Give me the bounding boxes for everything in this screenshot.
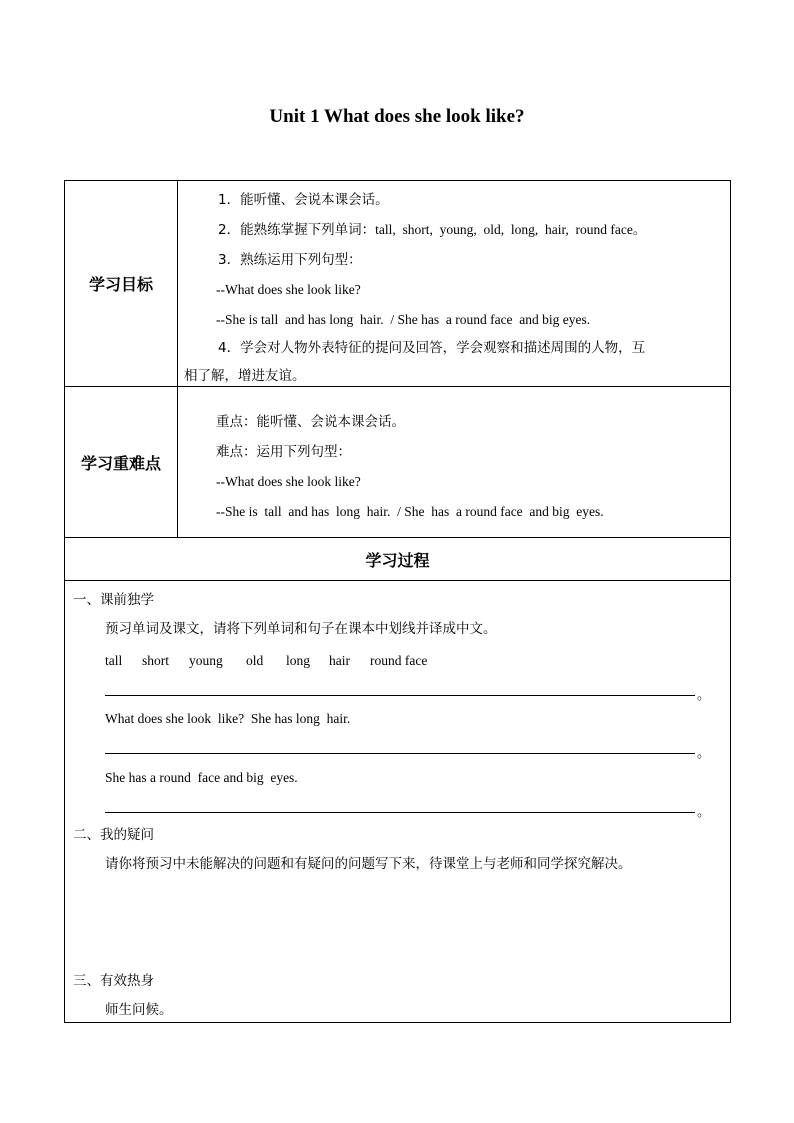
vocab-word: short bbox=[142, 653, 169, 668]
process-content-row bbox=[65, 581, 731, 1023]
vocab-word: round face bbox=[370, 653, 428, 668]
process-heading: 学习过程 bbox=[65, 538, 731, 581]
objective-item-3: 3．熟练运用下列句型： bbox=[218, 252, 362, 268]
key-point-pattern-2: --She is tall and has long hair. / She has a round face and big eyes. bbox=[216, 504, 604, 519]
vocab-word: tall bbox=[105, 653, 123, 668]
answer-blank-3[interactable] bbox=[105, 812, 695, 813]
objectives-label: 学习目标 bbox=[65, 181, 178, 387]
objectives-row bbox=[65, 181, 731, 387]
objective-item-4-line1: 4．学会对人物外表特征的提问及回答，学会观察和描述周围的人物，互 bbox=[218, 340, 646, 356]
key-point-focus: 重点：能听懂、会说本课会话。 bbox=[216, 414, 405, 430]
section-3-title: 三、有效热身 bbox=[73, 973, 154, 989]
objective-item-2-suffix: 。 bbox=[632, 222, 647, 238]
key-points-label: 学习重难点 bbox=[65, 387, 178, 538]
objective-item-4-line2: 相了解，增进友谊。 bbox=[184, 368, 306, 384]
vocab-word-list bbox=[105, 651, 427, 671]
sentence-1: What does she look like? She has long hair. bbox=[105, 711, 351, 726]
key-point-pattern-1: --What does she look like? bbox=[216, 474, 361, 489]
process-heading-row bbox=[65, 538, 731, 581]
section-2-title: 二、我的疑问 bbox=[73, 827, 154, 843]
section-2-instruction: 请你将预习中未能解决的问题和有疑问的问题写下来，待课堂上与老师和同学探究解决。 bbox=[105, 856, 632, 872]
key-points-content bbox=[178, 387, 731, 538]
page-title: Unit 1 What does she look like? bbox=[269, 106, 525, 127]
section-3-instruction: 师生问候。 bbox=[105, 1002, 173, 1018]
objective-pattern-2: --She is tall and has long hair. / She has a round face and big eyes. bbox=[216, 312, 591, 327]
key-point-difficulty: 难点：运用下列句型： bbox=[216, 444, 351, 460]
vocab-word: young bbox=[189, 653, 223, 668]
answer-blank-2[interactable] bbox=[105, 753, 695, 754]
objective-item-2-prefix: 2．能熟练掌握下列单词： bbox=[218, 222, 376, 238]
answer-blank-1[interactable] bbox=[105, 695, 695, 696]
objective-pattern-1: --What does she look like? bbox=[216, 282, 361, 297]
sentence-2: She has a round face and big eyes. bbox=[105, 770, 298, 785]
key-points-row bbox=[65, 387, 731, 538]
section-1-instruction: 预习单词及课文，请将下列单词和句子在课本中划线并译成中文。 bbox=[105, 621, 497, 637]
answer-period-3: 。 bbox=[697, 805, 711, 820]
answer-period-2: 。 bbox=[697, 746, 711, 761]
objective-item-2 bbox=[218, 220, 646, 240]
vocab-word: hair bbox=[329, 653, 350, 668]
objective-item-2-words: tall, short, young, old, long, hair, round face bbox=[375, 222, 633, 237]
vocab-word: long bbox=[286, 653, 311, 668]
objective-item-1: 1．能听懂、会说本课会话。 bbox=[218, 192, 389, 208]
section-1-title: 一、课前独学 bbox=[73, 592, 154, 608]
objectives-content bbox=[178, 181, 731, 387]
process-content bbox=[65, 581, 731, 1023]
lesson-table bbox=[64, 180, 731, 1023]
vocab-word: old bbox=[246, 653, 264, 668]
answer-period-1: 。 bbox=[697, 688, 711, 703]
